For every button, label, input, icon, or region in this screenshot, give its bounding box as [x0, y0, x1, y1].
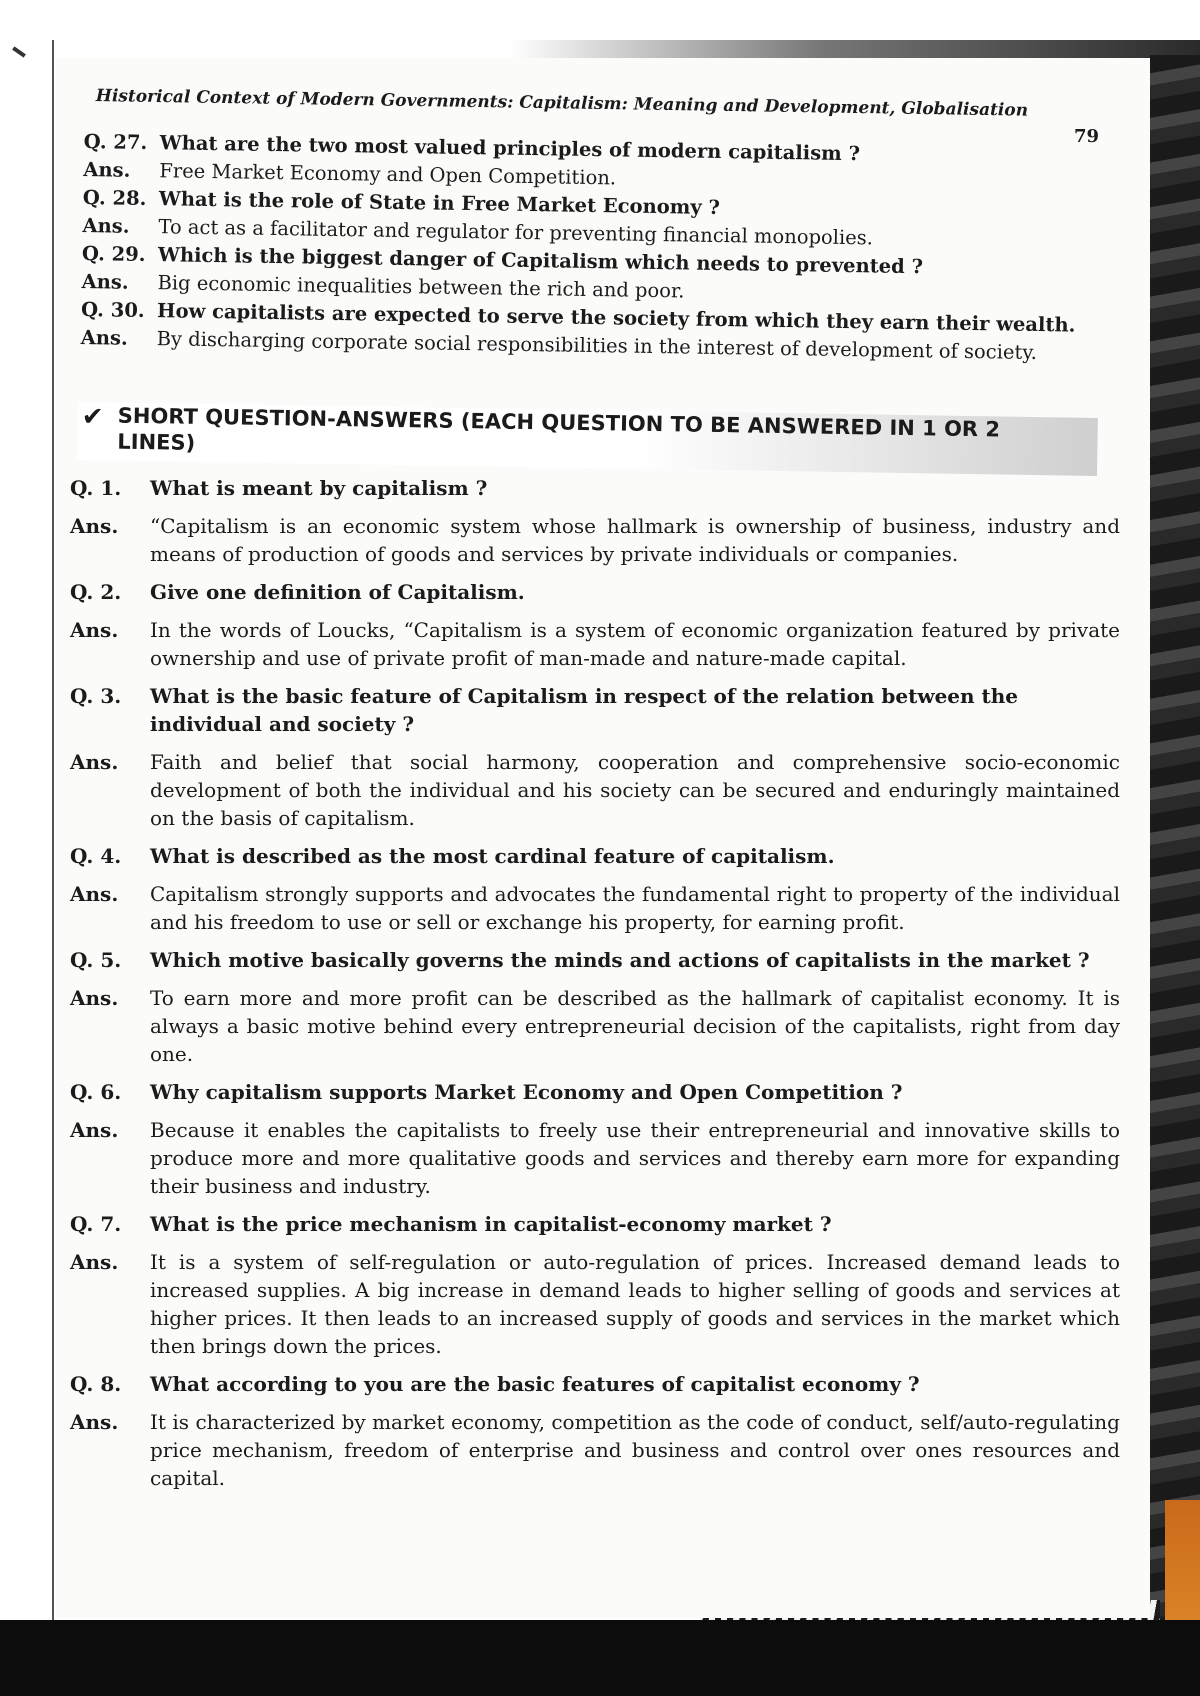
question-row: [70, 682, 1120, 738]
question-row: [70, 474, 1120, 502]
question-text: Why capitalism supports Market Economy and Open Competition ?: [150, 1080, 903, 1104]
question-label: Q. 7.: [70, 1212, 122, 1236]
short-qa-list: [70, 474, 1120, 1502]
answer-label: Ans.: [70, 618, 119, 642]
top-qa-list: [80, 128, 1113, 368]
answer-label: Ans.: [83, 157, 131, 182]
question-label: Q. 5.: [70, 948, 122, 972]
answer-row: [70, 748, 1120, 832]
question-text: What is meant by capitalism ?: [150, 476, 488, 500]
answer-row: [70, 512, 1120, 568]
answer-row: [70, 1408, 1120, 1492]
answer-label: Ans.: [70, 1410, 119, 1434]
answer-label: Ans.: [70, 750, 119, 774]
question-row: [70, 1078, 1120, 1106]
question-label: Q. 2.: [70, 580, 122, 604]
answer-label: Ans.: [70, 882, 119, 906]
answer-label: Ans.: [70, 986, 119, 1010]
answer-row: [70, 1248, 1120, 1360]
answer-row: [70, 616, 1120, 672]
answer-text: Capitalism strongly supports and advocates the fundamental right to property of the individual and his freedom to use or sell or exchange his property, for earning profit.: [150, 882, 1120, 934]
answer-label: Ans.: [70, 1250, 119, 1274]
question-text: What is the basic feature of Capitalism in respect of the relation between the individual and society ?: [150, 684, 1019, 736]
question-label: Q. 30.: [80, 297, 145, 322]
answer-text: Free Market Economy and Open Competition.: [159, 159, 617, 190]
question-text: What are the two most valued principles of modern capitalism ?: [159, 131, 861, 166]
page-number: 79: [1074, 126, 1100, 147]
question-label: Q. 27.: [83, 129, 148, 154]
question-text: What is the role of State in Free Market Economy ?: [158, 187, 721, 219]
section-title: SHORT QUESTION-ANSWERS (EACH QUESTION TO BE ANSWERED IN 1 OR 2 LINES): [117, 403, 1001, 455]
answer-text: Because it enables the capitalists to freely use their entrepreneurial and innovative skills to produce more and more qualitative goods and services and thereby earn more for expanding their business and industry.: [150, 1118, 1120, 1198]
photo-background-bottom: [0, 1620, 1200, 1696]
answer-text: Faith and belief that social harmony, cooperation and comprehensive socio-economic development of both the individual and his society can be secured and enduringly maintained on the basis of capitalism.: [150, 750, 1120, 830]
question-text: What is the price mechanism in capitalist-economy market ?: [150, 1212, 832, 1236]
answer-row: [70, 880, 1120, 936]
question-label: Q. 29.: [81, 241, 146, 266]
question-text: Which motive basically governs the minds and actions of capitalists in the market ?: [150, 948, 1090, 972]
question-label: Q. 28.: [82, 185, 147, 210]
question-row: [70, 842, 1120, 870]
question-label: Q. 4.: [70, 844, 122, 868]
answer-label: Ans.: [70, 514, 119, 538]
answer-text: It is characterized by market economy, competition as the code of conduct, self/auto-regulating price mechanism, freedom of enterprise and business and control over ones resources and capital.: [150, 1410, 1120, 1490]
checkmark-icon: ✔: [81, 402, 104, 433]
answer-label: Ans.: [80, 325, 128, 350]
question-label: Q. 6.: [70, 1080, 122, 1104]
question-row: [70, 946, 1120, 974]
corner-mark: [12, 46, 26, 57]
question-text: How capitalists are expected to serve the society from which they earn their wealth.: [156, 299, 1076, 337]
question-label: Q. 1.: [70, 476, 122, 500]
question-row: [70, 578, 1120, 606]
running-header: Historical Context of Modern Governments: Capitalism: Meaning and Development, Globalisation: [95, 86, 1029, 121]
question-label: Q. 3.: [70, 684, 122, 708]
answer-label: Ans.: [81, 269, 129, 294]
question-text: What according to you are the basic features of capitalist economy ?: [150, 1372, 920, 1396]
page-left-edge: [52, 40, 54, 1620]
answer-text: “Capitalism is an economic system whose hallmark is ownership of business, industry and means of production of goods and services by private individuals or companies.: [150, 514, 1120, 566]
question-text: Give one definition of Capitalism.: [150, 580, 525, 604]
answer-row: [70, 984, 1120, 1068]
answer-text: By discharging corporate social responsibilities in the interest of development of society.: [156, 327, 1038, 364]
answer-text: It is a system of self-regulation or auto-regulation of prices. Increased demand leads to increased supplies. A big increase in demand leads to higher selling of goods and services at higher prices. It then leads to an increased supply of goods and services in the market which then brings down the prices.: [150, 1250, 1120, 1358]
photo-background-right: [1150, 55, 1200, 1655]
answer-label: Ans.: [82, 213, 130, 238]
answer-row: [70, 1116, 1120, 1200]
question-text: Which is the biggest danger of Capitalism which needs to prevented ?: [157, 243, 924, 279]
question-row: [70, 1210, 1120, 1238]
question-row: [70, 1370, 1120, 1398]
answer-text: To earn more and more profit can be described as the hallmark of capitalist economy. It is always a basic motive behind every entrepreneurial decision of the capitalists, right from day one.: [150, 986, 1120, 1066]
question-label: Q. 8.: [70, 1372, 122, 1396]
answer-text: In the words of Loucks, “Capitalism is a system of economic organization featured by private ownership and use of private profit of man-made and nature-made capital.: [150, 618, 1120, 670]
question-text: What is described as the most cardinal feature of capitalism.: [150, 844, 835, 868]
answer-label: Ans.: [70, 1118, 119, 1142]
answer-text: Big economic inequalities between the rich and poor.: [157, 271, 685, 303]
answer-text: To act as a facilitator and regulator for preventing financial monopolies.: [158, 215, 874, 250]
